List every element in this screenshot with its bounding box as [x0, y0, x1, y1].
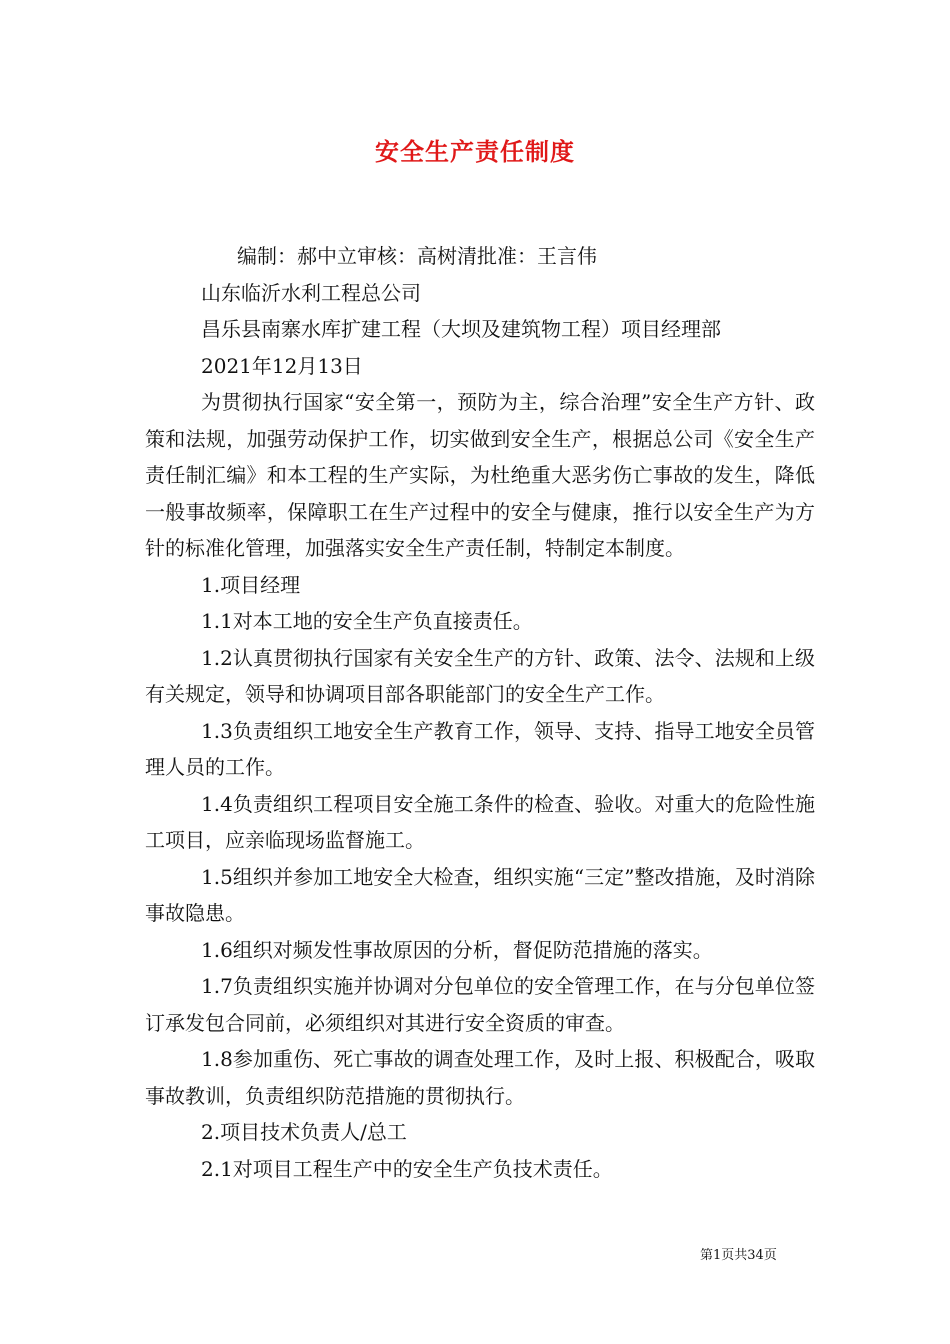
- company-name: 山东临沂水利工程总公司: [201, 280, 421, 305]
- clause-1-5: 1.5组织并参加工地安全大检查，组织实施“三定”整改措施，及时消除事故隐患。: [145, 864, 815, 925]
- clause-1-2: 1.2认真贯彻执行国家有关安全生产的方针、政策、法令、法规和上级有关规定，领导和协调项目部各职能部门的安全生产工作。: [145, 645, 815, 706]
- page-number: 第1页共34页: [700, 1248, 777, 1263]
- section-heading-1: 1.项目经理: [201, 572, 301, 597]
- signature-line: 编制：郝中立审核：高树清批准：王言伟: [237, 244, 597, 268]
- clause-2-1: 2.1对项目工程生产中的安全生产负技术责任。: [201, 1156, 613, 1181]
- clause-1-7: 1.7负责组织实施并协调对分包单位的安全管理工作，在与分包单位签订承发包合同前，必须组织对其进行安全资质的审查。: [145, 974, 815, 1035]
- clause-1-4: 1.4负责组织工程项目安全施工条件的检查、验收。对重大的危险性施工项目，应亲临现场监督施工。: [145, 791, 815, 852]
- document-title: 安全生产责任制度: [375, 138, 575, 166]
- clause-1-6: 1.6组织对频发性事故原因的分析，督促防范措施的落实。: [201, 937, 713, 962]
- clause-1-1: 1.1对本工地的安全生产负直接责任。: [201, 609, 533, 633]
- document-date: 2021年12月13日: [201, 353, 363, 378]
- clause-1-8: 1.8参加重伤、死亡事故的调查处理工作，及时上报、积极配合，吸取事故教训，负责组织防范措施的贯彻执行。: [145, 1047, 815, 1108]
- department-name: 昌乐县南寨水库扩建工程（大坝及建筑物工程）项目经理部: [201, 317, 721, 341]
- clause-1-3: 1.3负责组织工地安全生产教育工作，领导、支持、指导工地安全员管理人员的工作。: [145, 718, 815, 779]
- intro-paragraph: 为贯彻执行国家“安全第一，预防为主，综合治理”安全生产方针、政策和法规，加强劳动保护工作，切实做到安全生产，根据总公司《安全生产责任制汇编》和本工程的生产实际，为杜绝重大恶劣伤亡事故的发生，降低一般事故频率，保障职工在生产过程中的安全与健康，推行以安全生产为方针的标准化管理，加强落实安全生产责任制，特制定本制度。: [145, 390, 815, 560]
- section-heading-2: 2.项目技术负责人/总工: [201, 1120, 407, 1144]
- document-body: [145, 238, 815, 1187]
